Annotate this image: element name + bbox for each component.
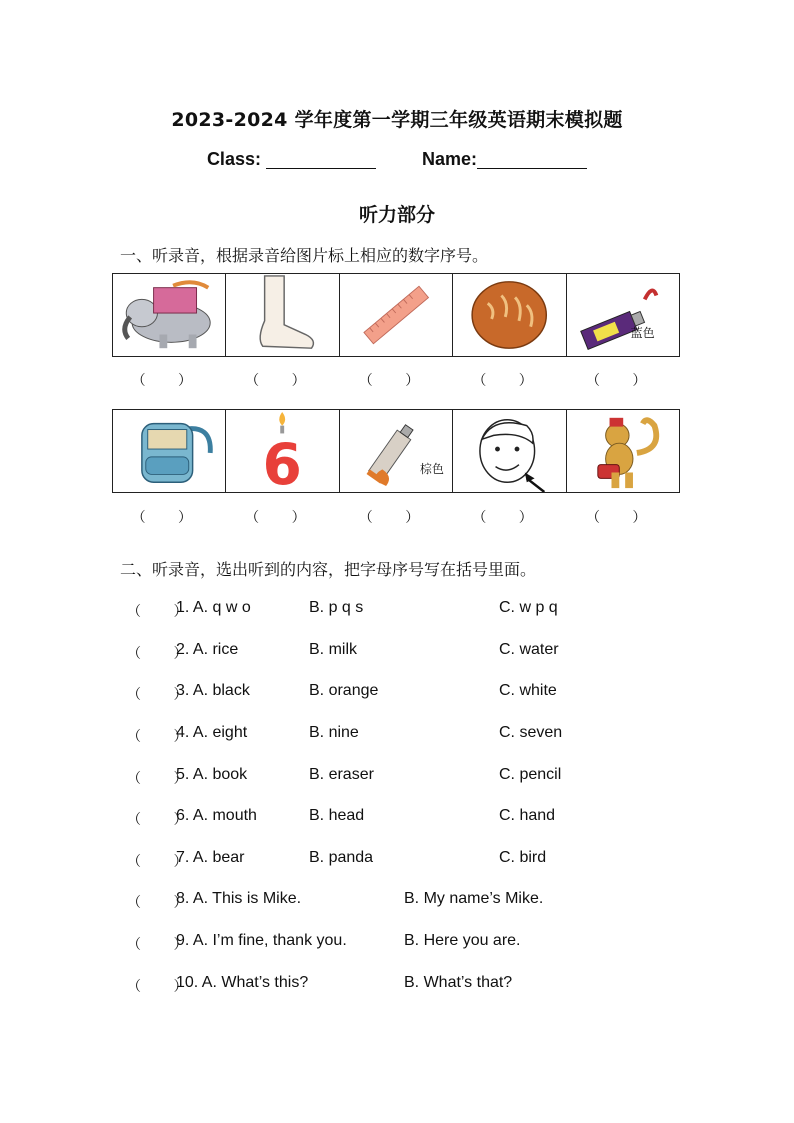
option-a: 5. A. book [176, 766, 248, 783]
option-c: C. white [499, 682, 557, 699]
schoolbag-picture [113, 410, 226, 492]
answer-row-2[interactable] [112, 507, 680, 527]
picture-row-1 [112, 273, 680, 357]
option-a: 1. A. q w o [176, 599, 251, 616]
answer-blank[interactable]: （ ） [127, 604, 202, 620]
question-row [0, 599, 794, 623]
section-title: 听力部分 [358, 204, 435, 226]
class-label: Class: [206, 149, 261, 169]
answer-blank[interactable]: （ ） [245, 373, 320, 389]
svg-text:6: 6 [262, 432, 303, 492]
boy-face-picture [453, 410, 566, 492]
option-c: C. hand [499, 807, 556, 824]
brown-color-tag: 棕色 [419, 462, 444, 476]
blue-paint-picture [567, 274, 679, 356]
question-row [0, 766, 794, 790]
option-a: 8. A. This is Mike. [176, 890, 302, 907]
option-b: B. eraser [309, 766, 374, 783]
option-c: C. w p q [499, 599, 558, 616]
part2-heading: 二、听录音，选出听到的内容，把字母序号写在括号里面。 [120, 560, 537, 579]
monkey-drum-picture [567, 410, 679, 492]
option-a: 10. A. What’s this? [176, 974, 309, 991]
answer-blank[interactable]: （ ） [127, 812, 202, 828]
answer-blank[interactable]: （ ） [127, 729, 202, 745]
number-six-candle-picture [226, 410, 339, 492]
elephant-picture [113, 274, 226, 356]
option-b: B. milk [309, 641, 357, 658]
option-b: B. orange [309, 682, 379, 699]
option-b: B. What’s that? [404, 974, 513, 991]
option-a: 6. A. mouth [176, 807, 257, 824]
question-row [0, 974, 794, 998]
part1-heading: 一、听录音，根据录音给图片标上相应的数字序号。 [120, 246, 489, 265]
ruler-picture [340, 274, 453, 356]
question-row [0, 890, 794, 914]
question-row [0, 849, 794, 873]
option-b: B. p q s [309, 599, 364, 616]
option-a: 2. A. rice [176, 641, 239, 658]
blue-color-tag: 蓝色 [630, 326, 655, 340]
answer-blank[interactable]: （ ） [127, 854, 202, 870]
option-c: C. water [499, 641, 559, 658]
answer-row-1[interactable] [112, 370, 680, 390]
option-a: 9. A. I’m fine, thank you. [176, 932, 347, 949]
foot-picture [226, 274, 339, 356]
answer-blank[interactable]: （ ） [472, 510, 547, 526]
answer-blank[interactable]: （ ） [585, 373, 661, 389]
option-a: 3. A. black [176, 682, 250, 699]
answer-blank[interactable]: （ ） [127, 687, 202, 703]
option-c: C. bird [499, 849, 547, 866]
answer-blank[interactable]: （ ） [245, 510, 320, 526]
option-b: B. head [309, 807, 365, 824]
answer-blank[interactable]: （ ） [127, 771, 202, 787]
option-c: C. seven [499, 724, 563, 741]
question-row [0, 641, 794, 665]
option-c: C. pencil [499, 766, 562, 783]
answer-blank[interactable]: （ ） [472, 373, 547, 389]
answer-blank[interactable]: （ ） [585, 510, 661, 526]
option-b: B. Here you are. [404, 932, 521, 949]
class-blank[interactable] [266, 150, 376, 169]
brown-paint-picture [340, 410, 453, 492]
answer-blank[interactable]: （ ） [127, 895, 202, 911]
class-name-line [0, 149, 794, 170]
answer-blank[interactable]: （ ） [127, 646, 202, 662]
name-label: Name: [422, 149, 478, 169]
question-row [0, 932, 794, 956]
answer-blank[interactable]: （ ） [358, 510, 434, 526]
question-row [0, 682, 794, 706]
answer-blank[interactable]: （ ） [131, 373, 207, 389]
option-b: B. panda [309, 849, 374, 866]
bread-picture [453, 274, 566, 356]
answer-blank[interactable]: （ ） [358, 373, 434, 389]
question-row [0, 724, 794, 748]
option-b: B. nine [309, 724, 359, 741]
option-a: 7. A. bear [176, 849, 245, 866]
answer-blank[interactable]: （ ） [127, 979, 202, 995]
picture-row-2 [112, 409, 680, 493]
option-a: 4. A. eight [176, 724, 248, 741]
page-title: 2023-2024 学年度第一学期三年级英语期末模拟题 [171, 109, 623, 131]
option-b: B. My name’s Mike. [404, 890, 544, 907]
question-row [0, 807, 794, 831]
answer-blank[interactable]: （ ） [131, 510, 207, 526]
answer-blank[interactable]: （ ） [127, 937, 202, 953]
name-blank[interactable] [477, 150, 587, 169]
